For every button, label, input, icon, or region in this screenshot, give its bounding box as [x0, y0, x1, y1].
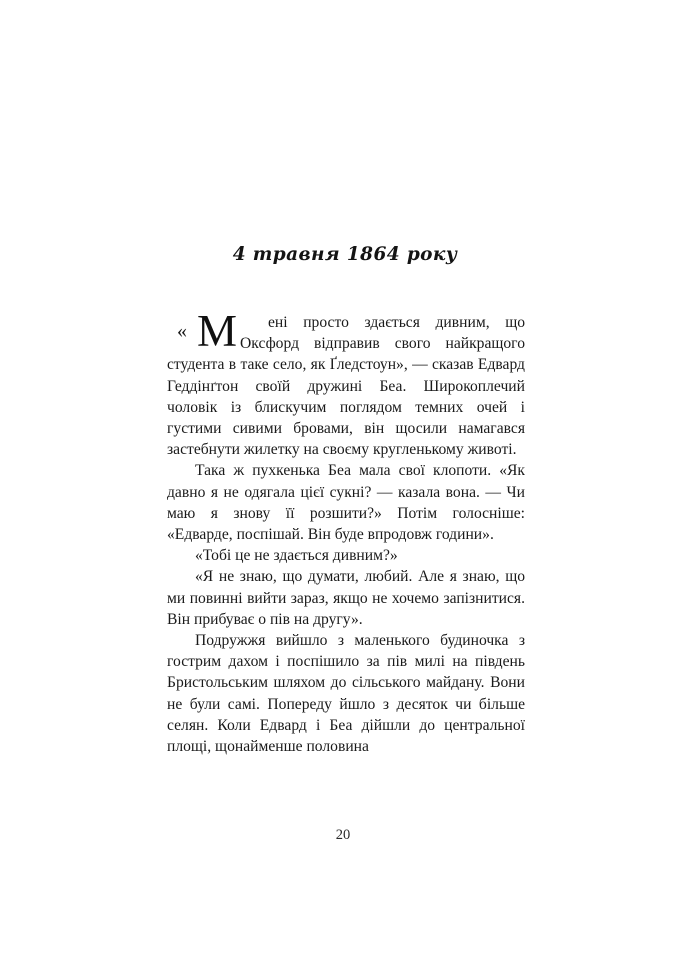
paragraph: «Тобі це не здається дивним?» — [195, 547, 398, 565]
body-text-block — [167, 306, 525, 757]
paragraph: «Я не знаю, що думати, любий. Але я знаю, що ми повинні вийти зараз, якщо не хочемо запізнитися. Він прибуває о пів на другу». — [167, 568, 525, 628]
drop-cap: М — [197, 306, 238, 356]
date-heading: 4 травня 1864 року — [232, 244, 458, 265]
paragraph-text: ені просто здається дивним, що Оксфорд відправив свого найкращого студента в таке село, як Ґледстоун», — сказав Едвард Геддінґтон своїй дружині Беа. Широкоплечий чоловік із блискучим поглядом темних очей і густими сивими бровами, він щосили намагався застебнути жилетку на своєму кругленькому животі. — [167, 314, 525, 459]
page-number-value: 20 — [335, 827, 351, 843]
paragraph: Така ж пухкенька Беа мала свої клопоти. «Як давно я не одягала цієї сукні? — казала вона. — Чи маю я знову її розшити?» Потім голосніше: «Едварде, поспішай. Він буде впродовж години». — [167, 462, 525, 544]
page-number — [0, 828, 690, 843]
paragraph: Подружжя вийшло з маленького будиночка з гострим дахом і поспішило за пів милі на південь Бристольським шляхом до сільського майдану. Вони не були самі. Попереду йшло з десяток чи більше селян. Коли Едвард і Беа дійшли до центральної площі, щонайменше половина — [167, 632, 525, 756]
opening-quotation-mark: « — [177, 320, 187, 342]
paragraph — [167, 306, 525, 460]
